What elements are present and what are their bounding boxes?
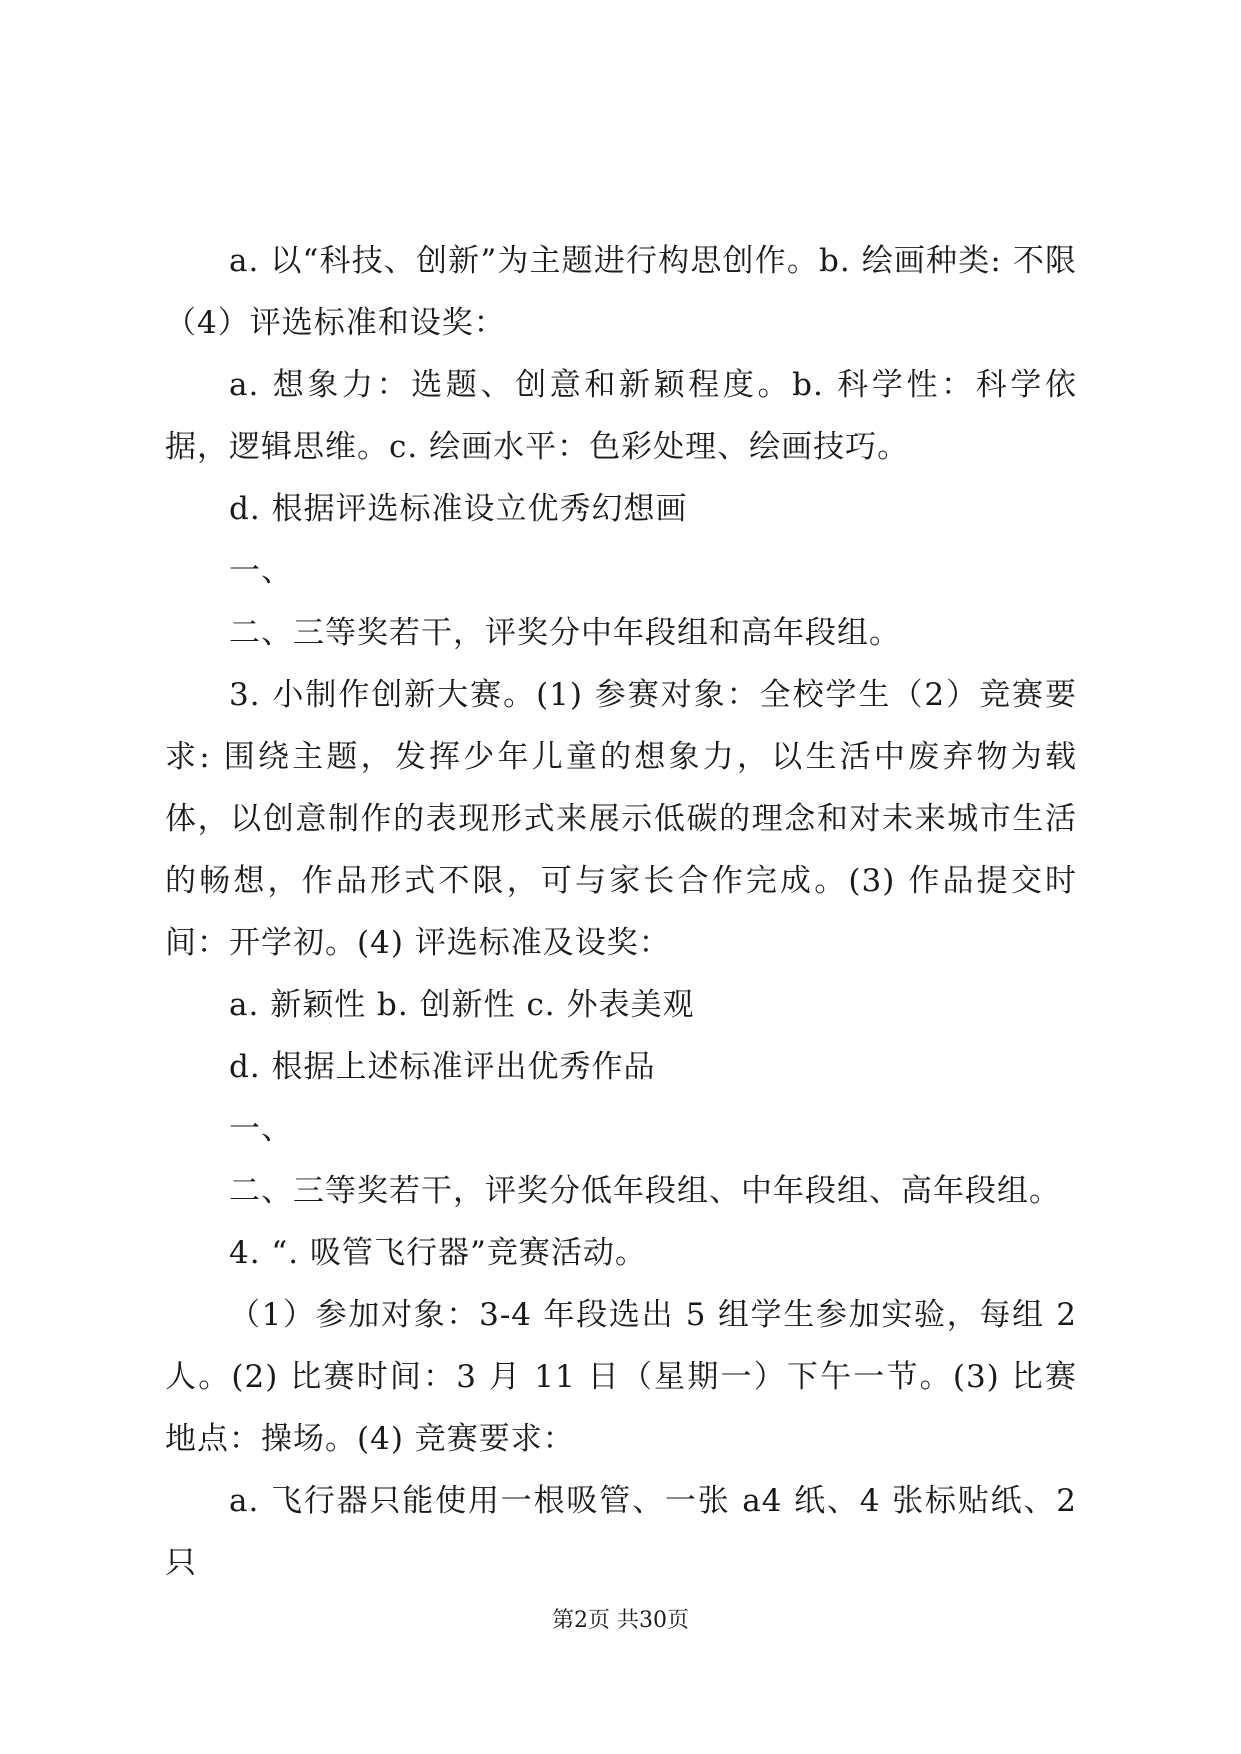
paragraph: 3. 小制作创新大赛。(1) 参赛对象：全校学生（2）竞赛要求: 围绕主题，发挥少年儿童的想象力，以生活中废弃物为载体，以创意制作的表现形式来展示低碳的理念和对未来城市生活的畅想，作品形式不限，可与家长合作完成。(3) 作品提交时间：开学初。(4) 评选标准及设奖： [165, 677, 1077, 961]
document-body [165, 230, 1077, 1594]
paragraph: （1）参加对象：3-4 年段选出 5 组学生参加实验，每组 2 人。(2) 比赛时间：3 月 11 日（星期一）下午一节。(3) 比赛地点：操场。(4) 竞赛要求： [165, 1297, 1077, 1457]
paragraph: 二、三等奖若干，评奖分低年段组、中年段组、高年段组。 [229, 1173, 1061, 1209]
paragraph: d. 根据评选标准设立优秀幻想画 [229, 491, 688, 527]
paragraph: a. 以“科技、创新”为主题进行构思创作。b. 绘画种类: 不限（4）评选标准和设奖： [165, 243, 1077, 341]
page-number: 第2页 共30页 [552, 1608, 689, 1633]
paragraph: a. 新颖性 b. 创新性 c. 外表美观 [229, 987, 695, 1023]
paragraph: a. 飞行器只能使用一根吸管、一张 a4 纸、4 张标贴纸、2 只 [165, 1483, 1077, 1581]
paragraph: 4. “. 吸管飞行器”竞赛活动。 [229, 1235, 647, 1271]
paragraph: 二、三等奖若干，评奖分中年段组和高年段组。 [229, 615, 901, 651]
page-footer [0, 1606, 1241, 1636]
paragraph: d. 根据上述标准评出优秀作品 [229, 1049, 656, 1085]
paragraph: 一、 [229, 1111, 293, 1147]
paragraph: a. 想象力：选题、创意和新颖程度。b. 科学性：科学依据，逻辑思维。c. 绘画水平：色彩处理、绘画技巧。 [165, 367, 1077, 465]
paragraph: 一、 [229, 553, 293, 589]
